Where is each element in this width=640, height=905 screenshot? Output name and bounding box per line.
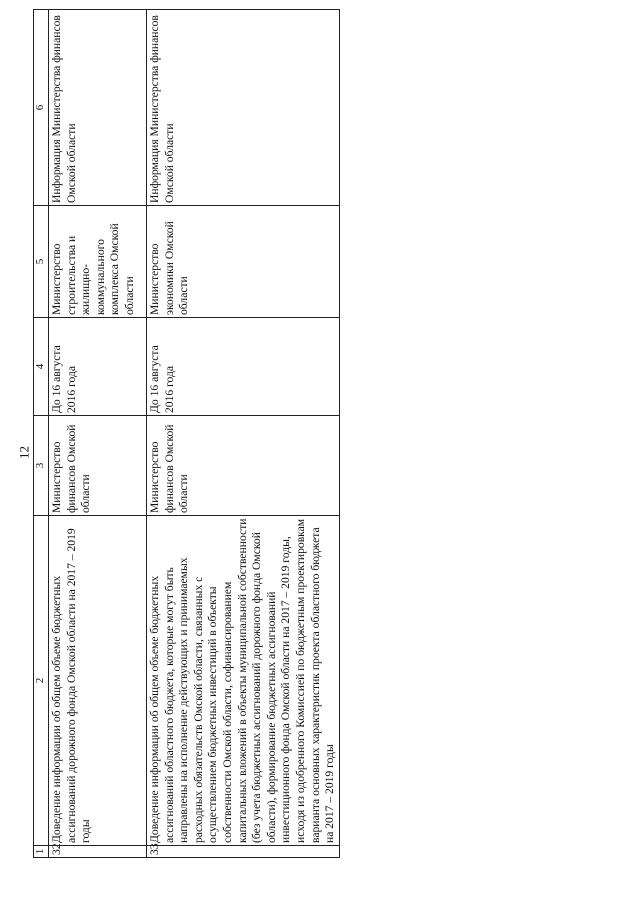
- row-responsible: Министерство финансов Омской области: [49, 416, 147, 516]
- table-row: [49, 10, 147, 858]
- row-number: 33: [147, 846, 340, 858]
- header-cell: 3: [34, 416, 49, 516]
- row-task: Доведение информации об общем объеме бюджетных ассигнований дорожного фонда Омской области на 2017 – 2019 годы: [49, 516, 147, 846]
- row-recipient: Министерство строительства и жилищно-коммунального комплекса Омской области: [49, 206, 147, 318]
- schedule-table: [33, 9, 340, 858]
- page-number: 12: [16, 446, 32, 459]
- table-header-row: [34, 10, 49, 858]
- header-cell: 6: [34, 10, 49, 206]
- header-cell: 1: [34, 846, 49, 858]
- row-number: 32: [49, 846, 147, 858]
- rotated-page: [33, 10, 337, 858]
- row-deadline: До 16 августа 2016 года: [49, 318, 147, 416]
- header-cell: 2: [34, 516, 49, 846]
- row-deadline: До 16 августа 2016 года: [147, 318, 340, 416]
- row-task: Доведение информации об общем объеме бюджетных ассигнований областного бюджета, которые могут быть направлены на исполнение действующих и принимаемых расходных обязательств Омской области, связанных с осуществлением бюджетных инвестиций в объекты собственности Омской области, софинансированием капитальных вложений в объекты муниципальной собственности (без учета бюджетных ассигнований дорожного фонда Омской области), формирование бюджетных ассигнований инвестиционного фонда Омской области на 2017 – 2019 годы, исходя из одобренного Комиссией по бюджетным проектировкам варианта основных характеристик проекта областного бюджета на 2017 – 2019 годы: [147, 516, 340, 846]
- header-cell: 5: [34, 206, 49, 318]
- row-recipient: Министерство экономики Омской области: [147, 206, 340, 318]
- row-responsible: Министерство финансов Омской области: [147, 416, 340, 516]
- table-row: [147, 10, 340, 858]
- header-cell: 4: [34, 318, 49, 416]
- row-result: Информация Министерства финансов Омской области: [147, 10, 340, 206]
- row-result: Информация Министерства финансов Омской области: [49, 10, 147, 206]
